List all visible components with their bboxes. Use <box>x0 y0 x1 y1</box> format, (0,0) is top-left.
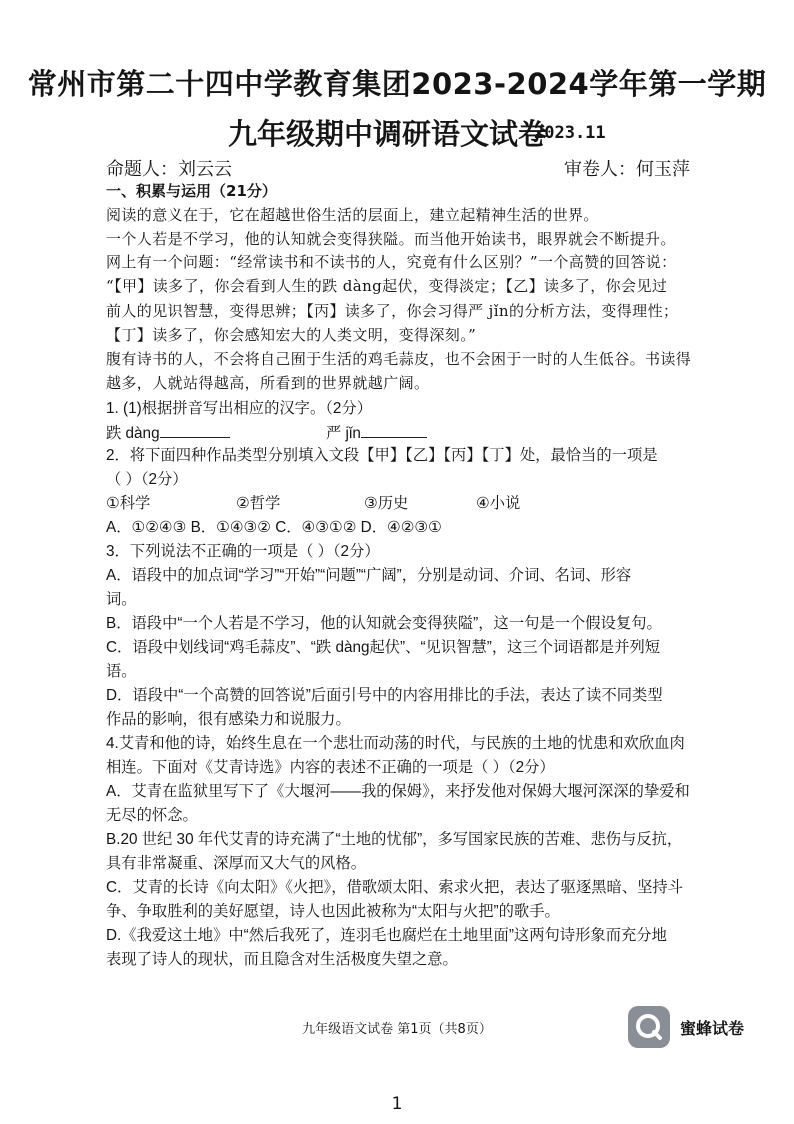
exam-subtitle: 九年级期中调研语文试卷 <box>228 117 548 151</box>
q3-stem: 3．下列说法不正确的一项是（ ）（2分） <box>106 543 380 560</box>
q1-blank-b-label: 严 jǐn <box>326 425 361 442</box>
watermark-text: 蜜蜂试卷 <box>680 1019 745 1038</box>
exam-date: 2023.11 <box>534 123 606 143</box>
q2-item: ①科学 <box>106 495 151 512</box>
watermark-logo <box>628 1006 670 1048</box>
q4-option-a: A．艾青在监狱里写下了《大堰河——我的保姆》，来抒发他对保姆大堰河深深的挚爱和 <box>106 783 690 800</box>
passage-line: “【甲】读多了，你会看到人生的跌 dàng起伏，变得淡定；【乙】读多了，你会见过 <box>106 277 668 295</box>
author: 命题人：刘云云 <box>106 159 232 180</box>
q4-option-d: D.《我爱这土地》中“然后我死了，连羽毛也腐烂在土地里面”这两句诗形象而充分地 <box>106 927 667 944</box>
page-number: 1 <box>391 1094 403 1114</box>
q1-stem: 1. (1)根据拼音写出相应的汉字。（2分） <box>106 400 373 417</box>
reviewer: 审卷人：何玉萍 <box>564 159 690 180</box>
answer-blank[interactable] <box>361 421 427 438</box>
page-footer: 九年级语文试卷 第1页（共8页） <box>302 1022 492 1037</box>
q4-option-b: B.20 世纪 30 年代艾青的诗充满了“土地的忧郁”，多写国家民族的苦难、悲伤与反抗， <box>106 831 683 848</box>
bee-logo-icon <box>628 1006 670 1048</box>
q2-choices: A．①②④③ B．①④③② C．④③①② D．④②③① <box>106 519 442 536</box>
q1-blank-a-label: 跌 dàng <box>106 425 160 442</box>
q4-option-b-cont: 具有非常凝重、深厚而又大气的风格。 <box>106 855 367 872</box>
passage-line: 网上有一个问题：“经常读书和不读书的人，究竟有什么区别？”一个高赞的回答说： <box>106 253 677 271</box>
q2-items <box>106 493 520 515</box>
q2-stem: 2．将下面四种作品类型分别填入文段【甲】【乙】【丙】【丁】处，最恰当的一项是 <box>106 447 658 464</box>
q3-option-d: D．语段中“一个高赞的回答说”后面引号中的内容用排比的手法，表达了读不同类型 <box>106 687 663 704</box>
passage-line: 腹有诗书的人，不会将自己囿于生活的鸡毛蒜皮，也不会困于一时的人生低谷。书读得 <box>106 350 692 368</box>
q3-option-a-cont: 词。 <box>106 591 137 608</box>
q4-stem-cont: 相连。下面对《艾青诗选》内容的表述不正确的一项是（ ）（2分） <box>106 759 555 776</box>
exam-title: 常州市第二十四中学教育集团2023-2024学年第一学期 <box>27 67 767 101</box>
q1-blank-b <box>326 421 427 445</box>
q3-option-c-cont: 语。 <box>106 663 137 680</box>
q4-option-d-cont: 表现了诗人的现状，而且隐含对生活极度失望之意。 <box>106 951 458 968</box>
passage-line: 前人的见识智慧，变得思辨；【丙】读多了，你会习得严 jǐn的分析方法，变得理性； <box>106 302 679 320</box>
q4-stem: 4.艾青和他的诗，始终生息在一个悲壮而动荡的时代，与民族的土地的忧患和欢欣血肉 <box>106 735 685 752</box>
q3-option-a: A．语段中的加点词“学习”“开始”“问题”“广阔”，分别是动词、介词、名词、形容 <box>106 567 632 584</box>
q4-option-c-cont: 争、争取胜利的美好愿望，诗人也因此被称为“太阳与火把”的歌手。 <box>106 903 560 920</box>
q2-item: ②哲学 <box>236 495 281 512</box>
passage-line: 一个人若是不学习，他的认知就会变得狭隘。而当他开始读书，眼界就会不断提升。 <box>106 230 676 248</box>
q4-option-c: C．艾青的长诗《向太阳》《火把》，借歌颂太阳、索求火把，表达了驱逐黑暗、坚持斗 <box>106 879 684 896</box>
q3-option-d-cont: 作品的影响，很有感染力和说服力。 <box>106 711 351 728</box>
passage-line: 【丁】读多了，你会感知宏大的人类文明，变得深刻。” <box>106 326 477 344</box>
q2-item: ③历史 <box>364 495 409 512</box>
q3-option-b: B．语段中“一个人若是不学习，他的认知就会变得狭隘”，这一句是一个假设复句。 <box>106 615 662 632</box>
section-heading: 一、积累与运用（21分） <box>106 182 277 200</box>
q3-option-c: C．语段中划线词“鸡毛蒜皮”、“跌 dàng起伏”、“见识智慧”，这三个词语都是并列短 <box>106 639 661 656</box>
q2-item: ④小说 <box>476 495 521 512</box>
q4-option-a-cont: 无尽的怀念。 <box>106 807 198 824</box>
q2-paren: （ ）（2分） <box>106 471 188 488</box>
passage-line: 越多，人就站得越高，所看到的世界就越广阔。 <box>106 374 430 392</box>
q1-blank-a <box>106 421 230 445</box>
answer-blank[interactable] <box>160 421 230 438</box>
passage-line: 阅读的意义在于，它在超越世俗生活的层面上，建立起精神生活的世界。 <box>106 206 599 224</box>
